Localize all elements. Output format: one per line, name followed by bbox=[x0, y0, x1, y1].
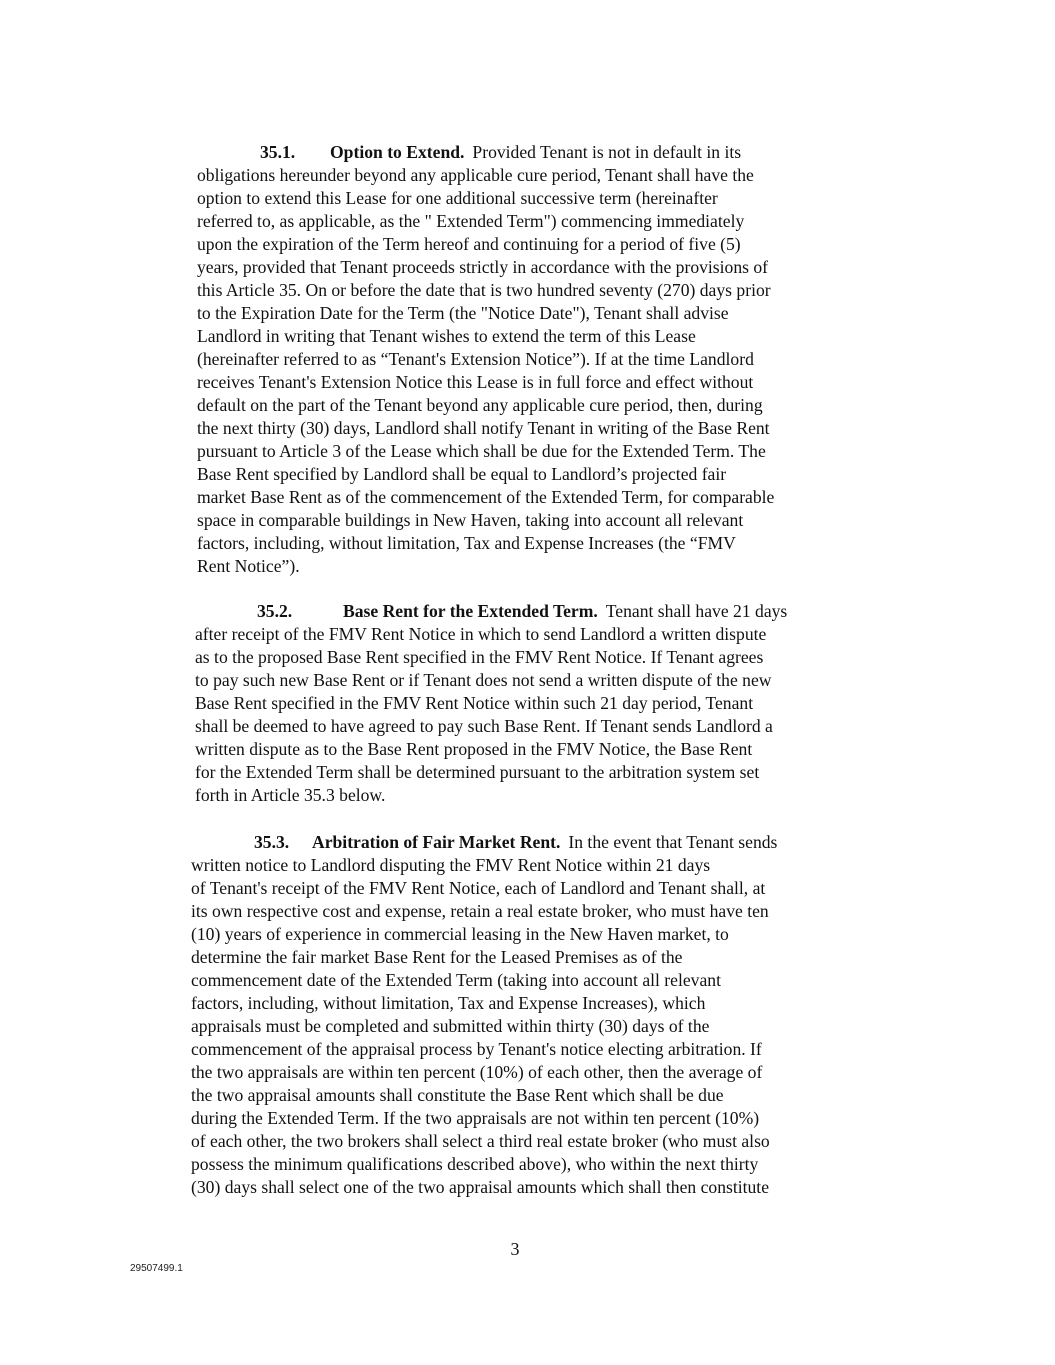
line-text: Tenant shall have 21 days bbox=[605, 601, 788, 621]
paragraph-line: factors, including, without limitation, Tax and Expense Increases (the “FMV bbox=[197, 533, 736, 553]
paragraph-line: shall be deemed to have agreed to pay such Base Rent. If Tenant sends Landlord a bbox=[195, 716, 773, 736]
line-text: In the event that Tenant sends bbox=[568, 832, 778, 852]
paragraph-line: this Article 35. On or before the date that is two hundred seventy (270) days prior bbox=[197, 280, 771, 300]
section-title: Option to Extend. bbox=[330, 142, 465, 162]
paragraph-line: Base Rent specified by Landlord shall be equal to Landlord’s projected fair bbox=[197, 464, 727, 484]
paragraph-line: to the Expiration Date for the Term (the "Notice Date"), Tenant shall advise bbox=[197, 303, 729, 323]
paragraph-line: Rent Notice”). bbox=[197, 556, 300, 576]
paragraph-line: years, provided that Tenant proceeds strictly in accordance with the provisions of bbox=[197, 257, 769, 277]
paragraph-line: of Tenant's receipt of the FMV Rent Notice, each of Landlord and Tenant shall, at bbox=[191, 878, 766, 898]
section-title: Base Rent for the Extended Term. bbox=[343, 601, 598, 621]
paragraph-line: possess the minimum qualifications described above), who within the next thirty bbox=[191, 1154, 759, 1174]
paragraph-line bbox=[195, 600, 787, 623]
section-35-2 bbox=[195, 600, 787, 807]
paragraph-line: written dispute as to the Base Rent proposed in the FMV Notice, the Base Rent bbox=[195, 739, 753, 759]
paragraph-line: appraisals must be completed and submitted within thirty (30) days of the bbox=[191, 1016, 710, 1036]
paragraph-line: receives Tenant's Extension Notice this Lease is in full force and effect without bbox=[197, 372, 754, 392]
paragraph-line: the two appraisals are within ten percent (10%) of each other, then the average of bbox=[191, 1062, 763, 1082]
paragraph-line: as to the proposed Base Rent specified in the FMV Rent Notice. If Tenant agrees bbox=[195, 647, 764, 667]
paragraph-line: factors, including, without limitation, Tax and Expense Increases), which bbox=[191, 993, 706, 1013]
section-title: Arbitration of Fair Market Rent. bbox=[312, 832, 561, 852]
paragraph-line: space in comparable buildings in New Haven, taking into account all relevant bbox=[197, 510, 744, 530]
section-35-1 bbox=[197, 141, 774, 578]
paragraph-line: Base Rent specified in the FMV Rent Notice within such 21 day period, Tenant bbox=[195, 693, 754, 713]
paragraph-line bbox=[197, 141, 774, 164]
paragraph-line: determine the fair market Base Rent for the Leased Premises as of the bbox=[191, 947, 683, 967]
paragraph-line: commencement date of the Extended Term (taking into account all relevant bbox=[191, 970, 721, 990]
section-35-3 bbox=[191, 831, 777, 1199]
paragraph-line: written notice to Landlord disputing the FMV Rent Notice within 21 days bbox=[191, 855, 711, 875]
paragraph-line: commencement of the appraisal process by Tenant's notice electing arbitration. If bbox=[191, 1039, 762, 1059]
paragraph-line: forth in Article 35.3 below. bbox=[195, 785, 386, 805]
page-number: 3 bbox=[510, 1239, 520, 1259]
paragraph-line: after receipt of the FMV Rent Notice in which to send Landlord a written dispute bbox=[195, 624, 767, 644]
section-number: 35.3. bbox=[254, 832, 290, 852]
paragraph-line: (hereinafter referred to as “Tenant's Extension Notice”). If at the time Landlord bbox=[197, 349, 754, 369]
paragraph-line: during the Extended Term. If the two appraisals are not within ten percent (10%) bbox=[191, 1108, 760, 1128]
section-number: 35.1. bbox=[260, 142, 296, 162]
document-id: 29507499.1 bbox=[130, 1263, 183, 1274]
paragraph-line: Landlord in writing that Tenant wishes to extend the term of this Lease bbox=[197, 326, 696, 346]
section-number: 35.2. bbox=[257, 601, 293, 621]
paragraph-line: default on the part of the Tenant beyond any applicable cure period, then, during bbox=[197, 395, 763, 415]
paragraph-line: option to extend this Lease for one additional successive term (hereinafter bbox=[197, 188, 718, 208]
paragraph-line: obligations hereunder beyond any applicable cure period, Tenant shall have the bbox=[197, 165, 754, 185]
paragraph-line: the next thirty (30) days, Landlord shall notify Tenant in writing of the Base Rent bbox=[197, 418, 770, 438]
line-text: Provided Tenant is not in default in its bbox=[472, 142, 742, 162]
paragraph-line: to pay such new Base Rent or if Tenant does not send a written dispute of the new bbox=[195, 670, 772, 690]
paragraph-line: its own respective cost and expense, retain a real estate broker, who must have ten bbox=[191, 901, 769, 921]
paragraph-line: referred to, as applicable, as the " Extended Term") commencing immediately bbox=[197, 211, 745, 231]
paragraph-line: market Base Rent as of the commencement of the Extended Term, for comparable bbox=[197, 487, 775, 507]
paragraph-line: (30) days shall select one of the two appraisal amounts which shall then constitute bbox=[191, 1177, 770, 1197]
paragraph-line: of each other, the two brokers shall select a third real estate broker (who must also bbox=[191, 1131, 770, 1151]
paragraph-line: pursuant to Article 3 of the Lease which shall be due for the Extended Term. The bbox=[197, 441, 766, 461]
paragraph-line: upon the expiration of the Term hereof and continuing for a period of five (5) bbox=[197, 234, 741, 254]
paragraph-line: the two appraisal amounts shall constitute the Base Rent which shall be due bbox=[191, 1085, 724, 1105]
paragraph-line bbox=[191, 831, 777, 854]
paragraph-line: (10) years of experience in commercial leasing in the New Haven market, to bbox=[191, 924, 729, 944]
paragraph-line: for the Extended Term shall be determined pursuant to the arbitration system set bbox=[195, 762, 760, 782]
